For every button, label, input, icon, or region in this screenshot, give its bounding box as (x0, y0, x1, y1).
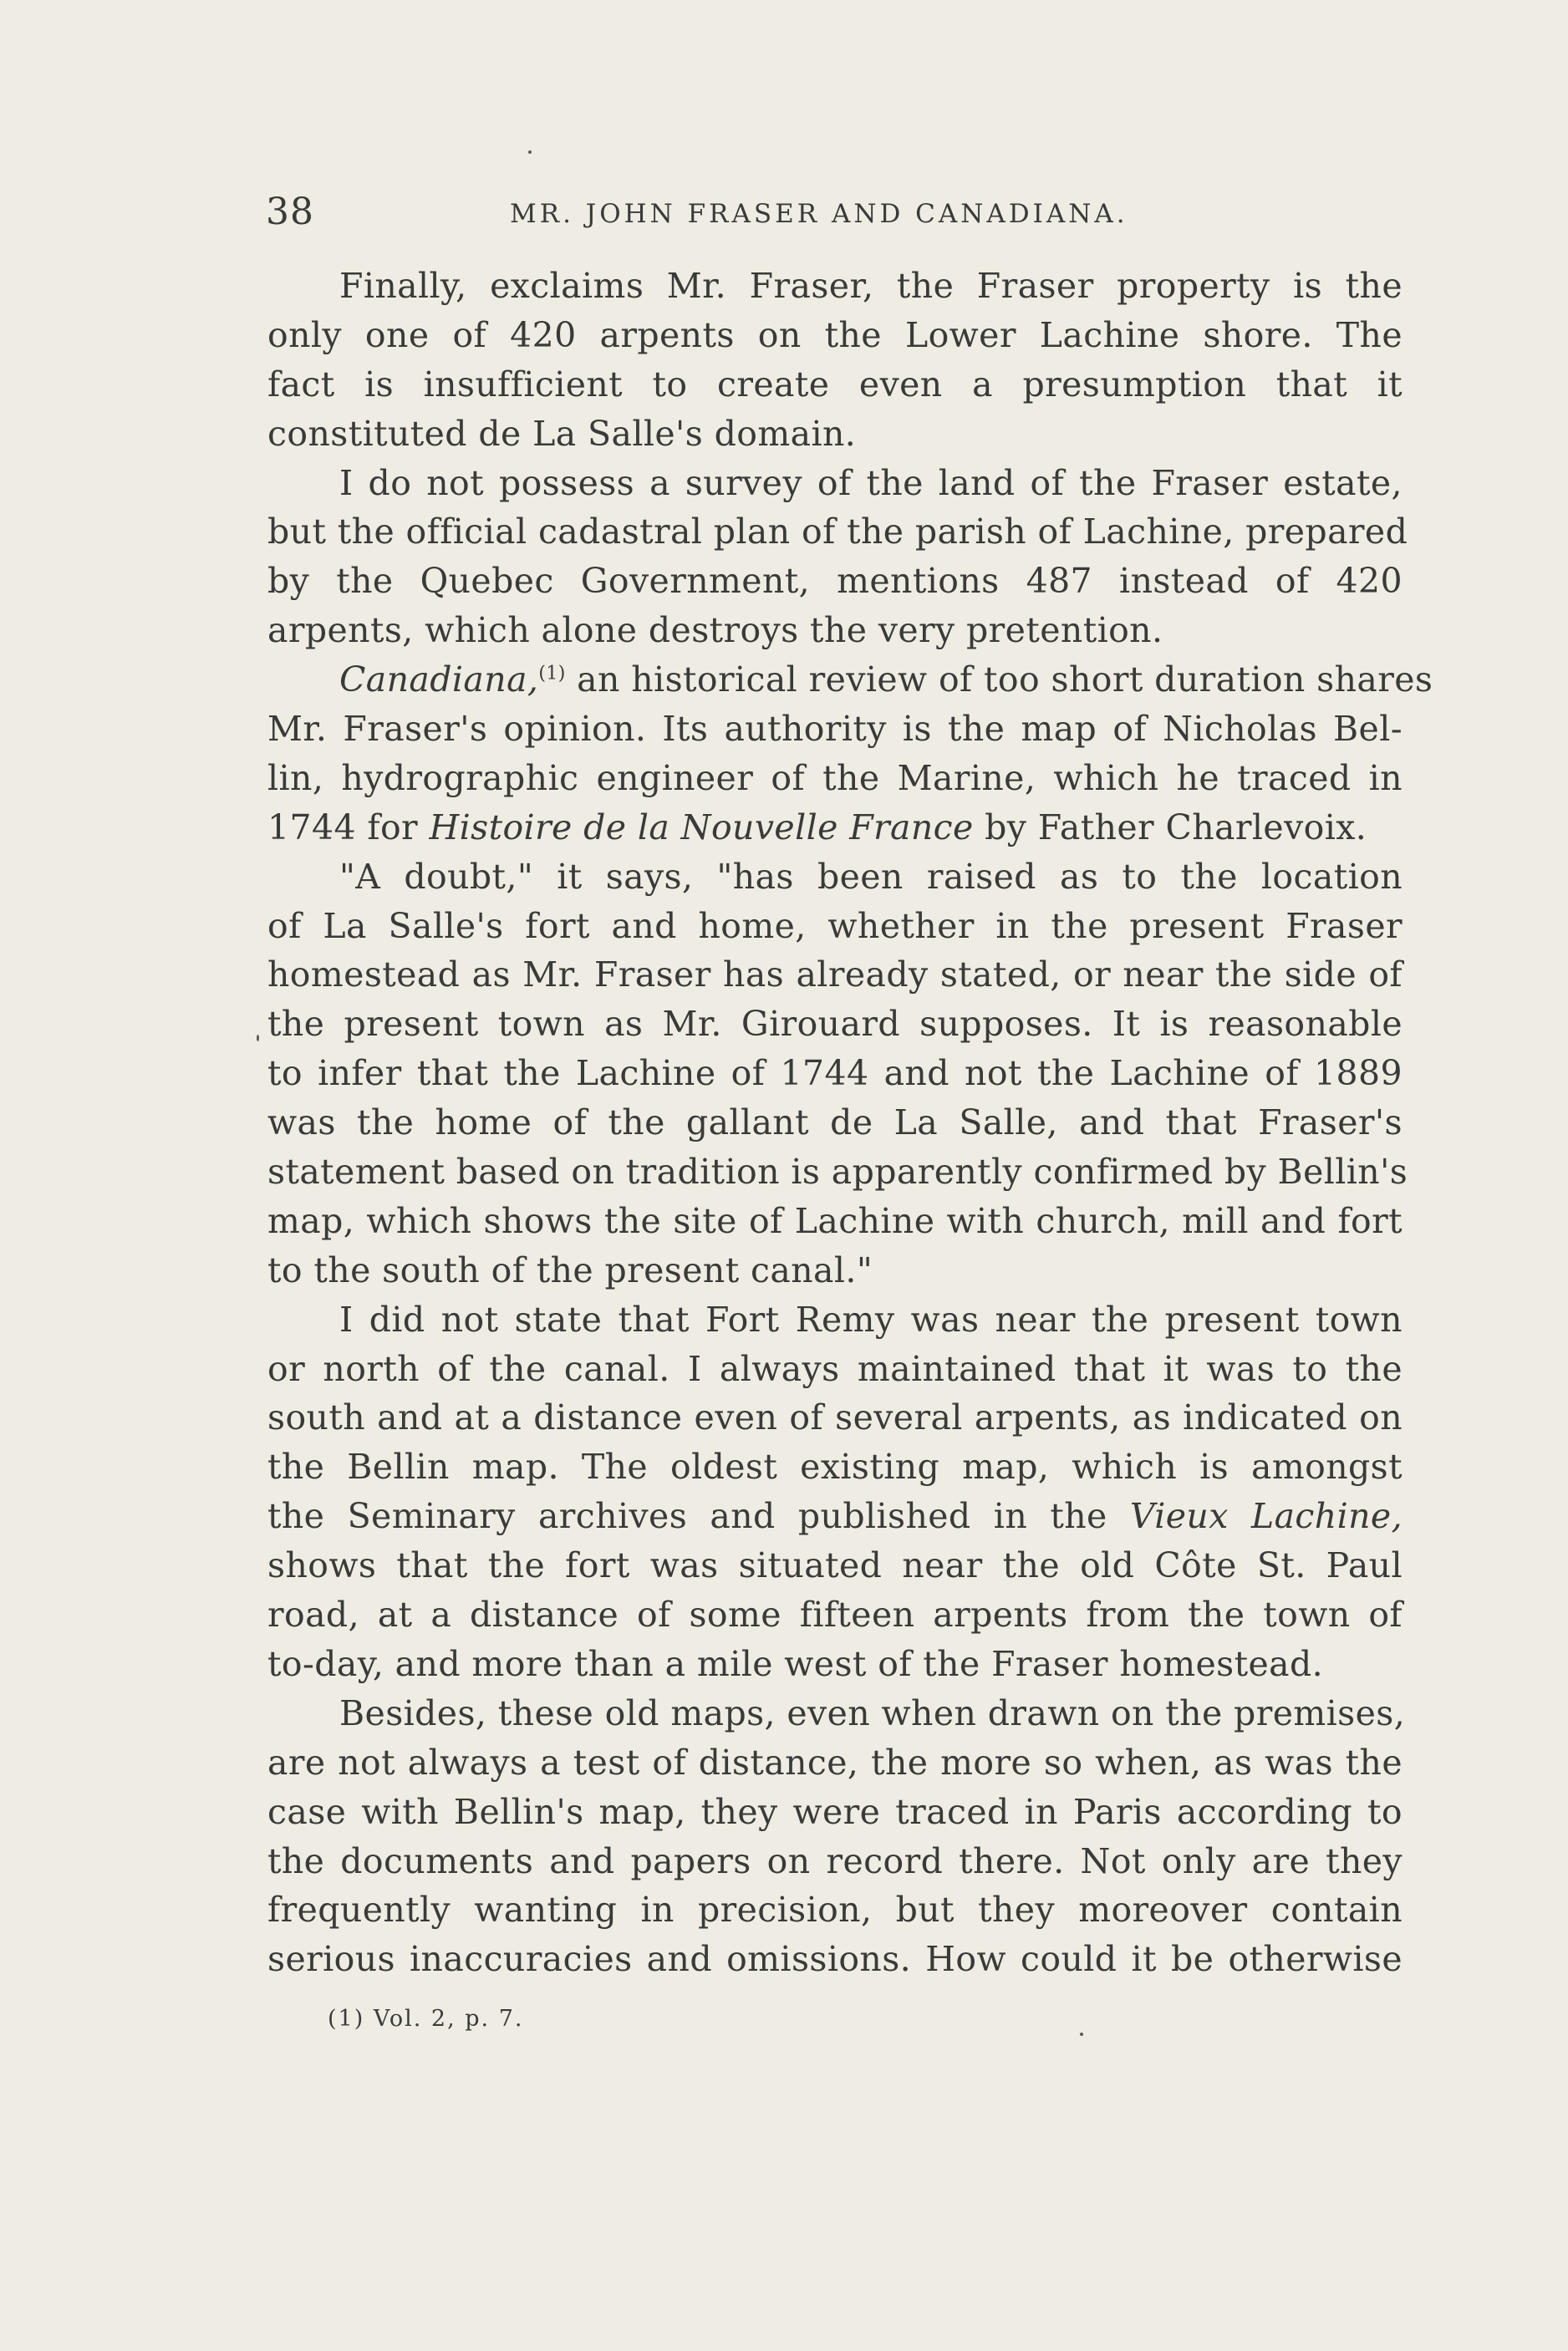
text-line: shows that the fort was situated near the old Côte St. Paul (267, 1545, 1403, 1586)
text-line: frequently wanting in precision, but they moreover contain (267, 1890, 1403, 1931)
text-line: or north of the canal. I always maintained that it was to the (267, 1348, 1403, 1389)
text-line: arpents, which alone destroys the very pretention. (267, 610, 1163, 651)
text-line: the Bellin map. The oldest existing map, which is amongst (267, 1447, 1403, 1488)
text-line: are not always a test of distance, the more so when, as was the (267, 1742, 1403, 1783)
body-text (267, 262, 1433, 1984)
text-line: Finally, exclaims Mr. Fraser, the Fraser property is the (339, 266, 1403, 306)
text-line: only one of 420 arpents on the Lower Lachine shore. The (267, 314, 1403, 355)
text-span: an historical review of too short duration shares (565, 659, 1433, 700)
text-line: to the south of the present canal." (267, 1249, 873, 1290)
text-line: map, which shows the site of Lachine with church, mill and fort (267, 1200, 1403, 1241)
text-line: homestead as Mr. Fraser has already stated, or near the side of (267, 954, 1403, 995)
text-span: by Father Charlevoix. (973, 807, 1367, 847)
text-line: of La Salle's fort and home, whether in the present Fraser (267, 905, 1403, 946)
text-line: "A doubt," it says, "has been raised as to the location (339, 856, 1403, 897)
text-line: was the home of the gallant de La Salle, and that Fraser's (267, 1102, 1403, 1143)
text-line: road, at a distance of some fifteen arpents from the town of (267, 1595, 1403, 1636)
text-line (267, 655, 1433, 705)
text-line: I do not possess a survey of the land of the Fraser estate, (339, 462, 1403, 503)
text-line: but the official cadastral plan of the parish of Lachine, prepared (267, 511, 1408, 552)
italic-title: Vieux Lachine, (1129, 1496, 1403, 1537)
text-line: to-day, and more than a mile west of the Fraser homestead. (267, 1643, 1324, 1684)
text-line: case with Bellin's map, they were traced in Paris according to (267, 1791, 1403, 1832)
text-line: to infer that the Lachine of 1744 and not the Lachine of 1889 (267, 1053, 1403, 1094)
italic-title: Canadiana, (339, 659, 539, 700)
text-line: constituted de La Salle's domain. (267, 413, 857, 454)
page-header (266, 191, 1403, 241)
ink-speck (1080, 2033, 1083, 2036)
text-line: serious inaccuracies and omissions. How could it be otherwise (267, 1939, 1403, 1980)
text-line: the present town as Mr. Girouard supposes. It is reasonable (267, 1004, 1403, 1045)
ink-speck (528, 150, 532, 154)
text-span: the Seminary archives and published in the (267, 1496, 1130, 1537)
running-head: MR. JOHN FRASER AND CANADIANA. (510, 199, 1128, 229)
page-number: 38 (266, 191, 314, 233)
text-line: the documents and papers on record there. Not only are they (267, 1840, 1403, 1881)
footnote: (1) Vol. 2, p. 7. (328, 2006, 524, 2032)
text-line: Mr. Fraser's opinion. Its authority is the map of Nicholas Bel- (267, 709, 1403, 750)
italic-title: Histoire de la Nouvelle France (429, 807, 974, 847)
text-line: Besides, these old maps, even when drawn on the premises, (339, 1692, 1406, 1733)
text-line: south and at a distance even of several arpents, as indicated on (267, 1397, 1403, 1438)
text-line (267, 803, 1403, 852)
text-line (267, 1492, 1403, 1541)
text-line: lin, hydrographic engineer of the Marine, which he traced in (267, 757, 1403, 798)
text-line: by the Quebec Government, mentions 487 instead of 420 (267, 561, 1403, 602)
text-line: fact is insufficient to create even a presumption that it (267, 364, 1403, 405)
text-line: statement based on tradition is apparently confirmed by Bellin's (267, 1152, 1408, 1193)
text-span: 1744 for (267, 807, 430, 847)
text-line: I did not state that Fort Remy was near the present town (339, 1299, 1403, 1340)
footnote-marker: (1) (538, 663, 566, 684)
ink-speck (257, 1035, 259, 1041)
